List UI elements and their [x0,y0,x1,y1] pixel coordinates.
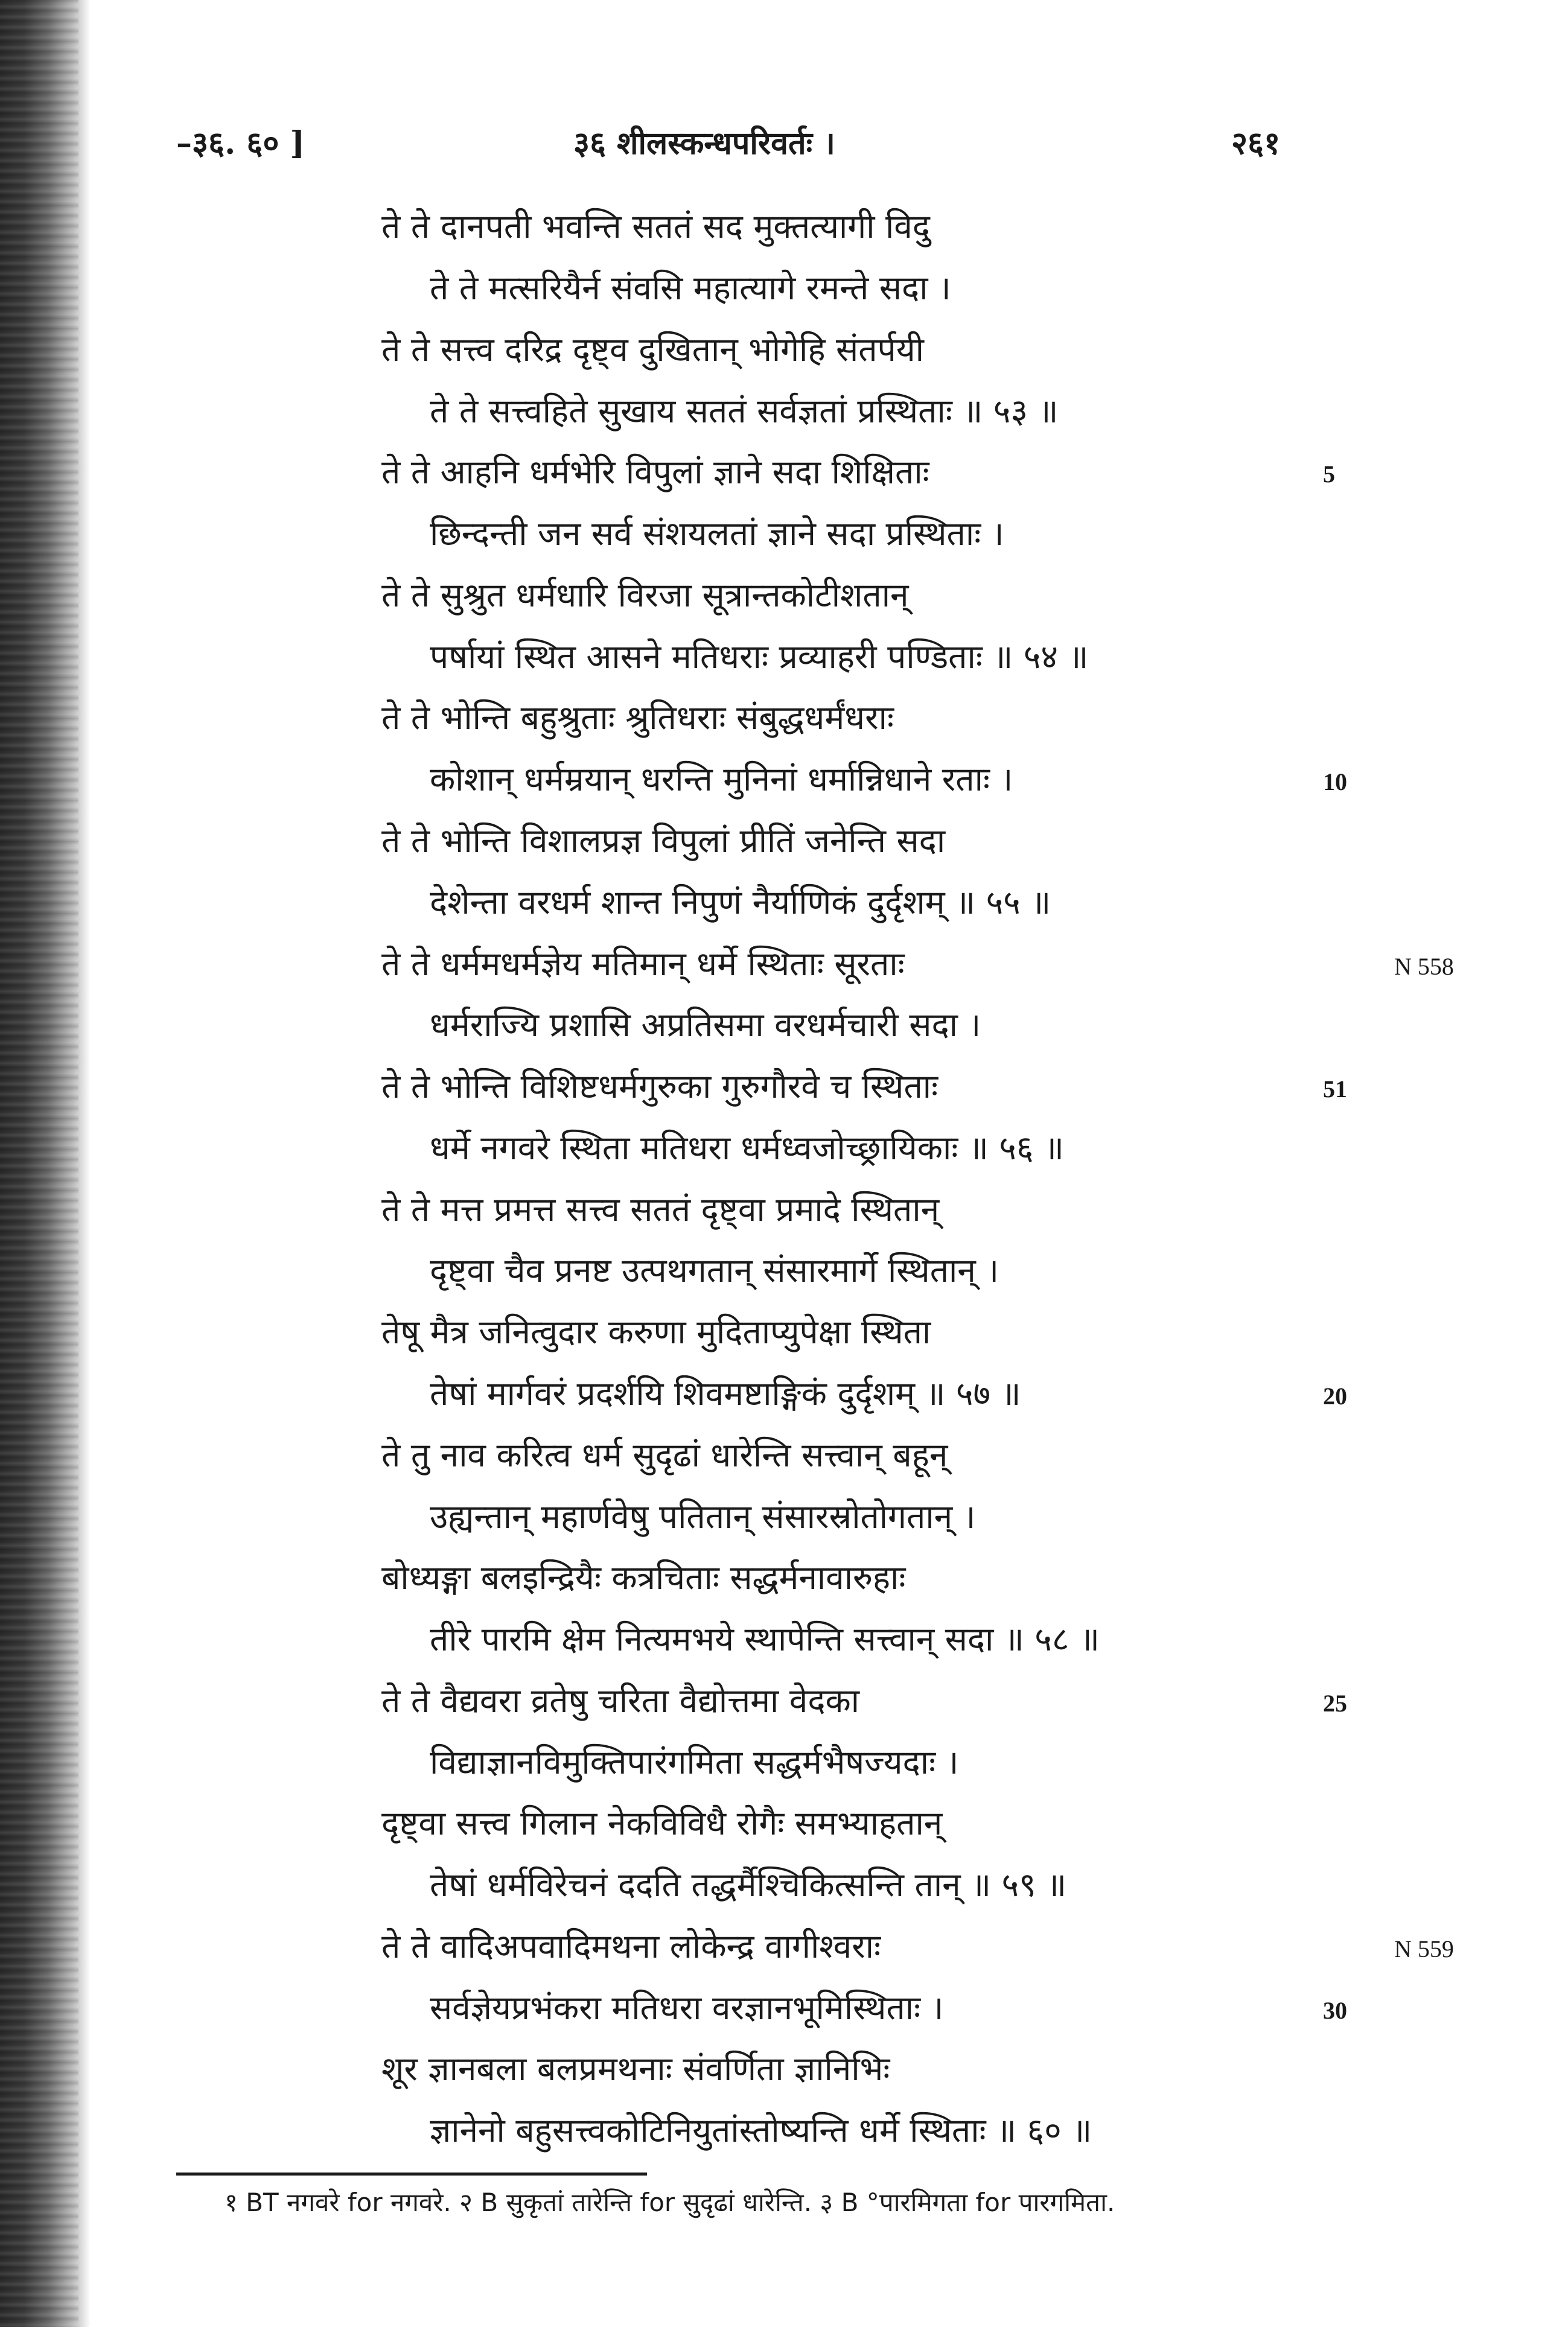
verse-line: ते ते दानपती भवन्ति सततं सद मुक्तत्यागी विदु [381,207,930,246]
header-verse-range: –३६. ६० ] [176,125,305,162]
verse-line: ते ते आहनि धर्मभेरि विपुलां ज्ञाने सदा शिक्षिताः [381,453,929,491]
verse-line: कोशान् धर्मम्रयान् धरन्ति मुनिनां धर्मान्निधाने रताः । [430,760,1013,798]
verse-line: तेषां धर्मविरेचनं ददति तद्धर्मैश्चिकित्सन्ति तान् ॥ ५९ ॥ [430,1865,1067,1904]
line-number: 25 [1323,1690,1347,1717]
verse-line: ते ते सत्त्वहिते सुखाय सततं सर्वज्ञतां प्रस्थिताः ॥ ५३ ॥ [430,392,1059,430]
verse-line: ते ते भोन्ति बहुश्रुताः श्रुतिधराः संबुद्धधर्मंधराः [381,698,894,737]
verse-line: सर्वज्ञेयप्रभंकरा मतिधरा वरज्ञानभूमिस्थिताः । [430,1988,944,2027]
verse-line: ते ते वैद्यवरा व्रतेषु चरिता वैद्योत्तमा वेदका [381,1681,860,1720]
verse-line: शूर ज्ञानबला बलप्रमथनाः संवर्णिता ज्ञानिभिः [381,2049,890,2088]
footnote-rule [176,2173,647,2176]
verse-line: तेषां मार्गवरं प्रदर्शयि शिवमष्टाङ्गिकं दुर्दृशम् ॥ ५७ ॥ [430,1374,1021,1413]
verse-line: बोध्यङ्गा बलइन्द्रियैः कत्रचिताः सद्धर्मनावारुहाः [381,1558,906,1597]
margin-reference: N 558 [1394,953,1454,980]
line-number: 5 [1323,460,1335,488]
line-number: 20 [1323,1383,1347,1410]
verse-line: दृष्ट्वा सत्त्व गिलान नेकविविधै रोगैः समभ्याहतान् [381,1804,943,1842]
verse-line: ते ते भोन्ति विशिष्टधर्मगुरुका गुरुगौरवे च स्थिताः [381,1067,939,1106]
verse-line: ते ते वादिअपवादिमथना लोकेन्द्र वागीश्वराः [381,1927,881,1966]
verse-line: ते ते धर्ममधर्मज्ञेय मतिमान् धर्मे स्थिताः सूरताः [381,944,905,983]
verse-line: ते ते मत्सरियैर्न संवसि महात्यागे रमन्ते सदा । [430,269,951,307]
verse-line: तीरे पारमि क्षेम नित्यमभये स्थापेन्ति सत्त्वान् सदा ॥ ५८ ॥ [430,1620,1100,1658]
spine-texture [0,0,78,2327]
header-page-number: २६१ [1231,125,1281,162]
verse-line: ते ते सत्त्व दरिद्र दृष्ट्व दुखितान् भोगेहि संतर्पयी [381,330,924,369]
verse-line: ते ते भोन्ति विशालप्रज्ञ विपुलां प्रीतिं जनेन्ति सदा [381,821,946,860]
footnote: १ BT नगवरे for नगवरे. २ B सुकृतां तारेन्ति for सुदृढां धारेन्ति. ३ B °पारमिगता for पारगमिता. [225,2188,1115,2217]
verse-line: ते ते सुश्रुत धर्मधारि विरजा सूत्रान्तकोटीशतान् [381,576,909,614]
verse-line: देशेन्ता वरधर्म शान्त निपुणं नैर्याणिकं दुर्दृशम् ॥ ५५ ॥ [430,883,1051,922]
verse-line: तेषू मैत्र जनित्वुदार करुणा मुदिताप्युपेक्षा स्थिता [381,1313,931,1351]
verse-line: पर्षायां स्थित आसने मतिधराः प्रव्याहरी पण्डिताः ॥ ५४ ॥ [430,637,1089,676]
verse-line: विद्याज्ञानविमुक्तिपारंगमिता सद्धर्मभैषज्यदाः । [430,1743,959,1781]
verse-line: छिन्दन्ती जन सर्व संशयलतां ज्ञाने सदा प्रस्थिताः । [430,514,1004,553]
header-chapter-title: ३६ शीलस्कन्धपरिवर्तः । [573,125,835,162]
verse-line: धर्मराज्यि प्रशासि अप्रतिसमा वरधर्मचारी सदा । [430,1005,981,1044]
verse-line: दृष्ट्वा चैव प्रनष्ट उत्पथगतान् संसारमार्गे स्थितान् । [430,1251,999,1290]
line-number: 10 [1323,768,1347,795]
line-number: 51 [1323,1075,1347,1103]
line-number: 30 [1323,1997,1347,2024]
verse-line: ते ते मत्त प्रमत्त सत्त्व सततं दृष्ट्वा प्रमादे स्थितान् [381,1190,940,1229]
verse-line: धर्मे नगवरे स्थिता मतिधरा धर्मध्वजोच्छ्रायिकाः ॥ ५६ ॥ [430,1128,1064,1167]
verse-line: ते तु नाव करित्व धर्म सुदृढां धारेन्ति सत्त्वान् बहून् [381,1436,948,1474]
margin-reference: N 559 [1394,1935,1454,1963]
verse-line: ज्ञानेनो बहुसत्त्वकोटिनियुतांस्तोष्यन्ति धर्मे स्थिताः ॥ ६० ॥ [430,2111,1092,2150]
verse-line: उह्यन्तान् महार्णवेषु पतितान् संसारस्रोतोगतान् । [430,1497,976,1536]
